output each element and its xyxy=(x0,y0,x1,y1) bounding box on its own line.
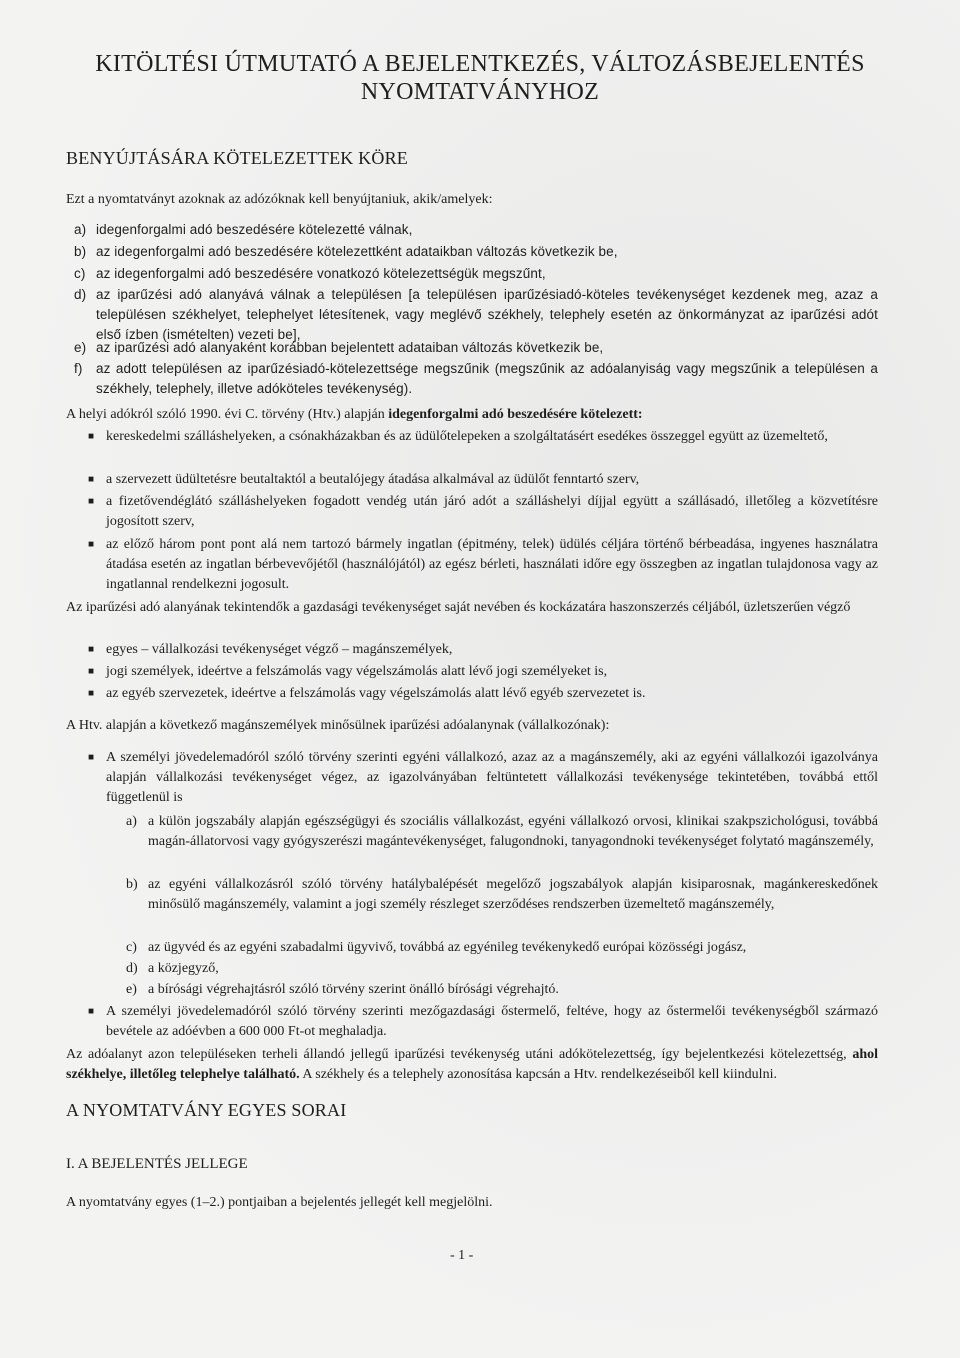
bullet-icon: ■ xyxy=(88,752,95,763)
list-item-b: az idegenforgalmi adó beszedésére kötelezettként adataikban változás következik be, xyxy=(96,244,618,259)
sub-item-a: a külön jogszabály alapján egészségügyi és szociális vállalkozást, egyéni vállalkozó orvosi, klinikai szakpszichológusi, továbbá magán-állatorvosi vagy gyógyszerészi magántevékenységet, falugondnoki, tanyagondnoki tevékenységet folytató magánszemély, xyxy=(148,814,878,849)
ifa-bullet-4: az előző három pont pont alá nem tartozó bármely ingatlan (épitmény, telek) üdülés céljára történő bérbeadása, ingyenes használatra átadása esetén az ingatlan bérbevevőjétől (használójától) az egész bérleti, használati időre egy összegben az ingatlan tulajdonosa vagy az ingatlannal rendelkezni jogosult. xyxy=(106,537,878,592)
page-title-line-1: KITÖLTÉSI ÚTMUTATÓ A BEJELENTKEZÉS, VÁLTOZÁSBEJELENTÉS xyxy=(95,51,865,77)
list-item-d: az iparűzési adó alanyává válnak a településen [a településen iparűzésiadó-köteles tevékenységet kezdenek meg, azaz a településen székhelyet, telephelyet létesítenek, vagy meglévő székhely, telephely esetén az önkormányzat az iparűzési adót első ízben (ismételten) vezeti be], xyxy=(96,287,878,342)
bullet-icon: ■ xyxy=(88,431,95,442)
htv-intro-text: A helyi adókról szóló 1990. évi C. törvény (Htv.) alapján xyxy=(66,407,389,422)
list-item-f: az adott településen az iparűzésiadó-kötelezettsége megszűnik (megszűnik az adóalanyiság vagy megszűnik a településen a székhely, telephely, illetve adóköteles tevékenység). xyxy=(96,361,878,396)
page-number: - 1 - xyxy=(450,1248,474,1263)
bullet-icon: ■ xyxy=(88,644,95,655)
bullet-icon: ■ xyxy=(88,539,95,550)
ipa-bullet-3: az egyéb szervezetek, ideértve a felszámolás vagy végelszámolás alatt lévő egyéb szervezetet is. xyxy=(106,686,646,701)
htv-persons-paragraph: A Htv. alapján a következő magánszemélyek minősülnek iparűzési adóalanynak (vállalkozónak): xyxy=(66,718,610,733)
sub-marker-b: b) xyxy=(126,877,138,892)
sub-marker-d: d) xyxy=(126,961,138,976)
closing-paragraph xyxy=(66,1045,878,1085)
sub-item-e: a bírósági végrehajtásról szóló törvény szerint önálló bírósági végrehajtó. xyxy=(148,982,559,997)
ipa-subject-paragraph: Az iparűzési adó alanyának tekintendők a gazdasági tevékenységet saját nevében és kockázatára haszonszerzés céljából, üzletszerűen végző xyxy=(66,600,851,615)
sub-item-d: a közjegyző, xyxy=(148,961,219,976)
ifa-bullet-1: kereskedelmi szálláshelyeken, a csónakházakban és az üdülőtelepeken a szolgáltatásért esedékes összeggel együtt az üzemeltető, xyxy=(106,429,828,444)
farmer-bullet: A személyi jövedelemadóról szóló törvény szerinti mezőgazdasági őstermelő, feltéve, hogy az őstermelői tevékenységből származó bevétele az adóévben a 600 000 Ft-ot meghaladja. xyxy=(106,1004,878,1039)
ifa-bullet-3: a fizetővendéglátó szálláshelyeken fogadott vendég után járó adót a szálláshelyi díjjal együtt a szállásadó, illetőleg a közvetítésre jogosított szerv, xyxy=(106,494,878,529)
list-marker-f: f) xyxy=(74,361,83,376)
list-item-a: idegenforgalmi adó beszedésére kötelezetté válnak, xyxy=(96,222,413,237)
page-title-line-2: NYOMTATVÁNYHOZ xyxy=(360,79,600,105)
bullet-icon: ■ xyxy=(88,496,95,507)
page-title xyxy=(60,50,900,106)
list-item-c: az idegenforgalmi adó beszedésére vonatkozó kötelezettségük megszűnt, xyxy=(96,266,546,281)
bullet-icon: ■ xyxy=(88,1006,95,1017)
section-heading-rows: A NYOMTATVÁNY EGYES SORAI xyxy=(66,1100,347,1120)
list-marker-d: d) xyxy=(74,287,87,302)
htv-intro-paragraph xyxy=(66,405,878,425)
section-heading-nature: I. A BEJELENTÉS JELLEGE xyxy=(66,1156,248,1172)
htv-intro-bold: idegenforgalmi adó beszedésére kötelezett: xyxy=(388,407,643,422)
bullet-icon: ■ xyxy=(88,688,95,699)
section-heading-obligated: BENYÚJTÁSÁRA KÖTELEZETTEK KÖRE xyxy=(66,148,408,168)
closing-text-2: A székhely és a telephely azonosítása kapcsán a Htv. rendelkezéseiből kell kiindulni. xyxy=(299,1067,777,1082)
sub-marker-a: a) xyxy=(126,814,137,829)
list-marker-c: c) xyxy=(74,266,86,281)
ipa-bullet-1: egyes – vállalkozási tevékenységet végző – magánszemélyek, xyxy=(106,642,453,657)
sub-marker-c: c) xyxy=(126,940,137,955)
list-marker-b: b) xyxy=(74,244,87,259)
list-marker-a: a) xyxy=(74,222,87,237)
ipa-bullet-2: jogi személyek, ideértve a felszámolás vagy végelszámolás alatt lévő jogi személyeket is, xyxy=(106,664,608,679)
sole-trader-bullet: A személyi jövedelemadóról szóló törvény szerinti egyéni vállalkozó, azaz az a magánszemély, aki az egyéni vállalkozói igazolványa alapján vállalkozási tevékenységet végez, az igazolványában feltüntetett vállalkozási tevékenysége tekintetében, továbbá ettől függetlenül is xyxy=(106,750,878,805)
list-item-e: az iparűzési adó alanyaként korábban bejelentett adataiban változás következik be, xyxy=(96,340,604,355)
intro-paragraph: Ezt a nyomtatványt azoknak az adózóknak kell benyújtaniuk, akik/amelyek: xyxy=(66,192,493,207)
list-marker-e: e) xyxy=(74,340,87,355)
bullet-icon: ■ xyxy=(88,474,95,485)
closing-bold: ahol székhelye, illetőleg telephelye található. xyxy=(66,1047,878,1082)
sub-marker-e: e) xyxy=(126,982,137,997)
bullet-icon: ■ xyxy=(88,666,95,677)
sub-item-b: az egyéni vállalkozásról szóló törvény hatálybalépését megelőző jogszabályok alapján kisiparosnak, magánkereskedőnek minősülő magánszemély, valamint a jogi személy részleget szerződéses rendszerben üzemeltető magánszemély, xyxy=(148,877,878,912)
closing-text-1: Az adóalanyt azon településeken terheli állandó jellegű iparűzési tevékenység utáni adókötelezettség, így bejelentkezési kötelezettség, xyxy=(66,1047,853,1062)
nature-paragraph: A nyomtatvány egyes (1–2.) pontjaiban a bejelentés jellegét kell megjelölni. xyxy=(66,1195,493,1210)
ifa-bullet-2: a szervezett üdültetésre beutaltaktól a beutalójegy átadása alkalmával az üdülőt fenntartó szerv, xyxy=(106,472,640,487)
sub-item-c: az ügyvéd és az egyéni szabadalmi ügyvivő, továbbá az egyénileg tevékenykedő európai közösségi jogász, xyxy=(148,940,747,955)
